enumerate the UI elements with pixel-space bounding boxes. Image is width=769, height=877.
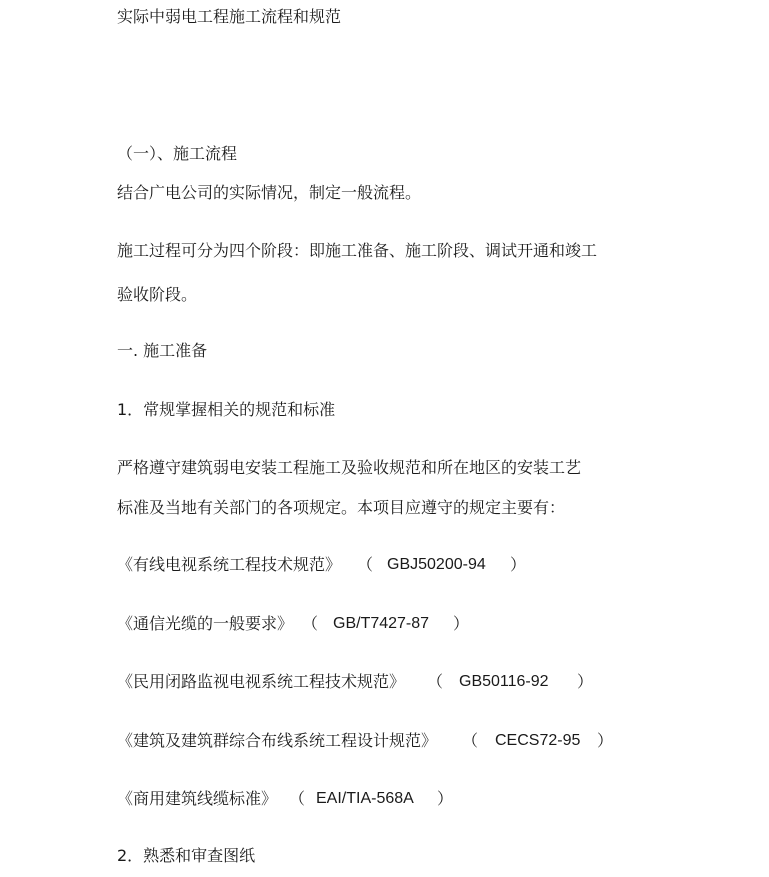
standard-name: 《建筑及建筑群综合布线系统工程设计规范》 (117, 731, 438, 750)
standard-name: 《有线电视系统工程技术规范》 (117, 555, 342, 574)
standard-close-paren: ） (437, 789, 454, 808)
section-heading: （一）、施工流程 (117, 144, 238, 163)
standard-name: 《民用闭路监视电视系统工程技术规范》 (117, 672, 406, 691)
standard-code: GB50116-92 (459, 673, 549, 690)
item2-heading: 2．熟悉和审查图纸 (117, 846, 256, 865)
standard-code: GB/T7427-87 (333, 615, 430, 632)
standard-close-paren: ） (453, 614, 470, 633)
requirements-line-1: 严格遵守建筑弱电安装工程施工及验收规范和所在地区的安装工艺 (117, 458, 582, 477)
standard-close-paren: ） (510, 555, 527, 574)
standard-open-paren: （ (357, 555, 374, 574)
item1-heading: 1．常规掌握相关的规范和标准 (117, 400, 336, 419)
standard-code: EAI/TIA-568A (316, 790, 414, 807)
requirements-line-2: 标准及当地有关部门的各项规定。本项目应遵守的规定主要有： (117, 498, 566, 517)
standard-name: 《商用建筑线缆标准》 (117, 789, 278, 808)
standard-close-paren: ） (577, 672, 594, 691)
document-title: 实际中弱电工程施工流程和规范 (117, 7, 342, 26)
stages-line-1: 施工过程可分为四个阶段：即施工准备、施工阶段、调试开通和竣工 (117, 241, 598, 260)
standard-code: CECS72-95 (495, 732, 581, 749)
stages-line-2: 验收阶段。 (117, 285, 198, 304)
standard-open-paren: （ (462, 731, 479, 750)
standard-open-paren: （ (302, 614, 319, 633)
standard-open-paren: （ (427, 672, 444, 691)
intro-paragraph: 结合广电公司的实际情况，制定一般流程。 (117, 183, 422, 202)
standard-name: 《通信光缆的一般要求》 (117, 614, 294, 633)
standard-open-paren: （ (289, 789, 306, 808)
part1-heading: 一. 施工准备 (117, 341, 208, 360)
standard-close-paren: ） (597, 731, 614, 750)
standard-code: GBJ50200-94 (387, 556, 486, 573)
